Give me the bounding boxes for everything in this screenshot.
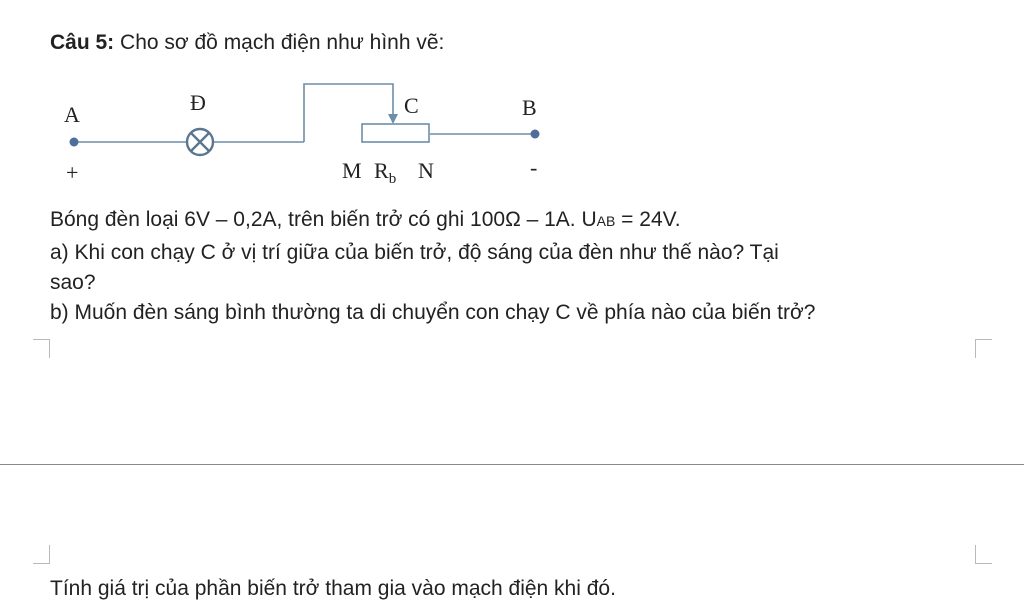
question-title: Cho sơ đồ mạch điện như hình vẽ:	[120, 31, 445, 54]
margin-mark-bottom-left	[33, 545, 50, 564]
rheostat	[362, 124, 429, 142]
label-m: M	[342, 158, 362, 183]
statement-intro: Bóng đèn loại 6V – 0,2A, trên biến trở có ghi 100Ω – 1A. U	[50, 208, 597, 231]
circuit-diagram	[0, 80, 600, 190]
part-b-line-1: b) Muốn đèn sáng bình thường ta di chuyển con chạy C về phía nào của biến trở?	[50, 301, 816, 324]
slider-arrow	[388, 114, 398, 124]
sign-minus: -	[530, 155, 538, 180]
statement-subscript: AB	[596, 213, 616, 229]
part-b-line-2: Tính giá trị của phần biến trở tham gia vào mạch điện khi đó.	[50, 577, 616, 600]
label-a: A	[64, 102, 80, 127]
part-a-line-2: sao?	[50, 271, 96, 294]
terminal-b	[531, 130, 540, 139]
margin-mark-bottom-right	[975, 545, 992, 564]
statement-tail: = 24V.	[615, 208, 681, 231]
question-heading	[50, 30, 444, 56]
label-rb-main: R	[374, 158, 389, 183]
margin-mark-top-left	[33, 339, 50, 358]
label-rb-sub: b	[388, 171, 397, 187]
label-lamp: Đ	[190, 90, 206, 115]
label-c: C	[404, 93, 419, 118]
label-b: B	[522, 95, 537, 120]
part-a-line-1: a) Khi con chạy C ở vị trí giữa của biến trở, độ sáng của đèn như thế nào? Tại	[50, 241, 779, 264]
terminal-a	[70, 138, 79, 147]
question-number: Câu 5:	[50, 31, 115, 54]
label-n: N	[418, 158, 434, 183]
label-rb	[374, 158, 396, 187]
page-separator	[0, 464, 1024, 465]
margin-mark-top-right	[975, 339, 992, 358]
sign-plus: +	[66, 160, 79, 185]
problem-statement	[50, 207, 681, 234]
